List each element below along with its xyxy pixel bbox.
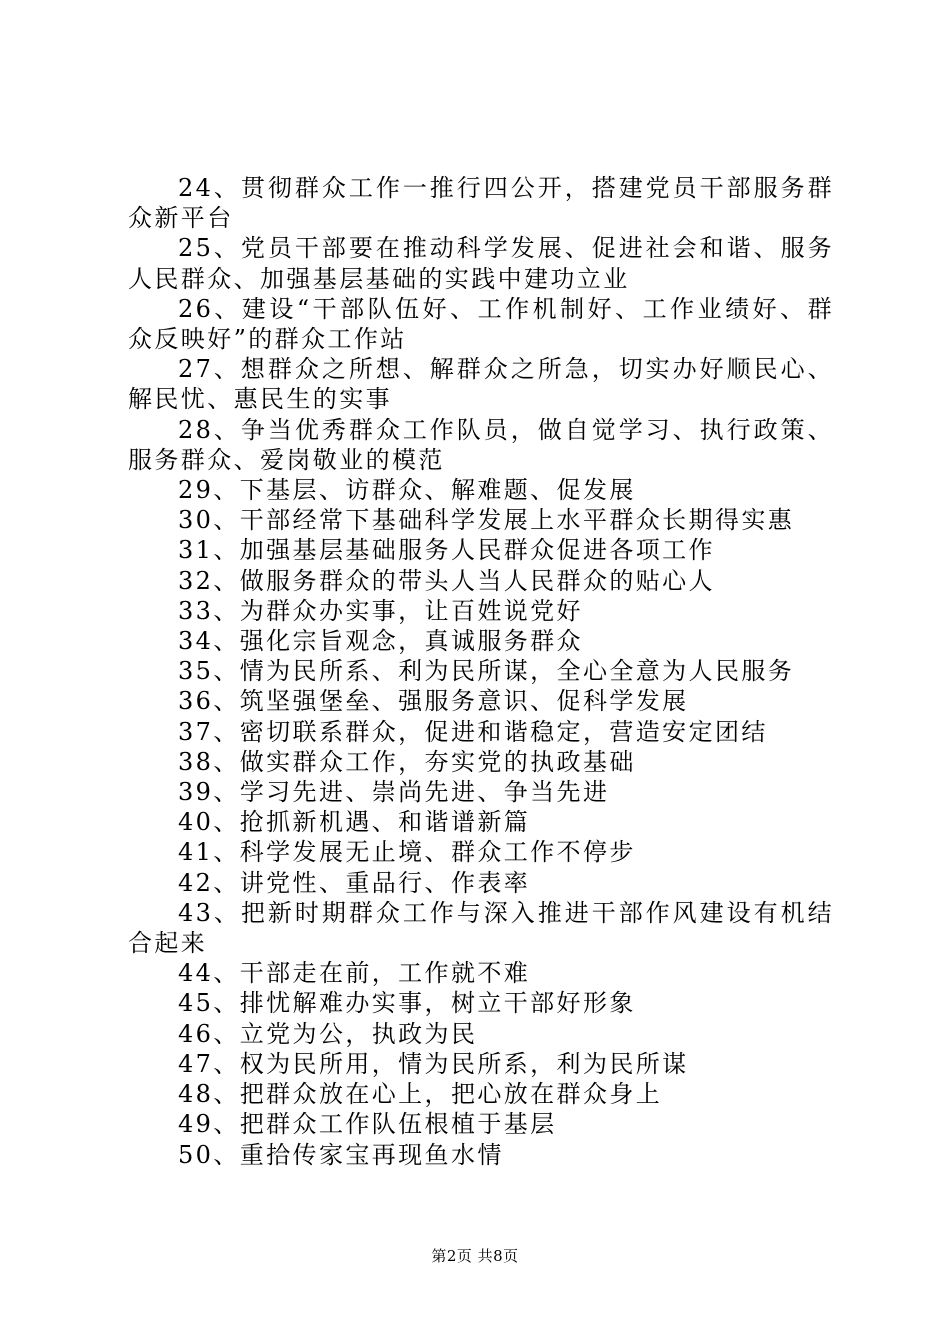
list-item: 25、党员干部要在推动科学发展、促进社会和谐、服务人民群众、加强基层基础的实践中建功立业	[128, 234, 834, 293]
list-item: 38、做实群众工作，夯实党的执政基础	[178, 747, 636, 776]
list-item: 46、立党为公，执政为民	[178, 1019, 478, 1048]
list-item: 33、为群众办实事，让百姓说党好	[178, 596, 583, 625]
list-item: 39、学习先进、崇尚先进、争当先进	[178, 778, 610, 807]
list-item: 48、把群众放在心上，把心放在群众身上	[178, 1080, 663, 1109]
list-item: 26、建设“干部队伍好、工作机制好、工作业绩好、群众反映好”的群众工作站	[128, 294, 834, 354]
list-item: 45、排忧解难办实事，树立干部好形象	[178, 989, 636, 1018]
list-item: 35、情为民所系、利为民所谋，全心全意为人民服务	[178, 657, 795, 686]
list-item: 24、贯彻群众工作一推行四公开，搭建党员干部服务群众新平台	[128, 174, 834, 233]
list-item: 47、权为民所用，情为民所系，利为民所谋	[178, 1049, 689, 1078]
list-item: 50、重拾传家宝再现鱼水情	[178, 1140, 504, 1169]
list-item: 41、科学发展无止境、群众工作不停步	[178, 838, 636, 867]
page-number-footer: 第2页 共8页	[431, 1247, 519, 1265]
list-item: 42、讲党性、重品行、作表率	[178, 868, 531, 897]
list-item: 32、做服务群众的带头人当人民群众的贴心人	[178, 566, 715, 595]
list-item: 34、强化宗旨观念，真诚服务群众	[178, 627, 583, 656]
list-item: 49、把群众工作队伍根植于基层	[178, 1110, 557, 1139]
list-item: 31、加强基层基础服务人民群众促进各项工作	[178, 536, 715, 565]
document-body	[128, 173, 834, 1170]
list-item: 28、争当优秀群众工作队员，做自觉学习、执行政策、服务群众、爱岗敬业的模范	[128, 415, 834, 474]
list-item: 36、筑坚强堡垒、强服务意识、促科学发展	[178, 687, 689, 716]
list-item: 29、下基层、访群众、解难题、促发展	[178, 476, 636, 505]
list-item: 30、干部经常下基础科学发展上水平群众长期得实惠	[178, 506, 795, 535]
list-item: 37、密切联系群众，促进和谐稳定，营造安定团结	[178, 717, 768, 746]
list-item: 40、抢抓新机遇、和谐谱新篇	[178, 808, 531, 837]
list-item: 44、干部走在前，工作就不难	[178, 959, 531, 988]
list-item: 27、想群众之所想、解群众之所急，切实办好顺民心、解民忧、惠民生的实事	[128, 355, 834, 414]
list-item: 43、把新时期群众工作与深入推进干部作风建设有机结合起来	[128, 898, 834, 958]
